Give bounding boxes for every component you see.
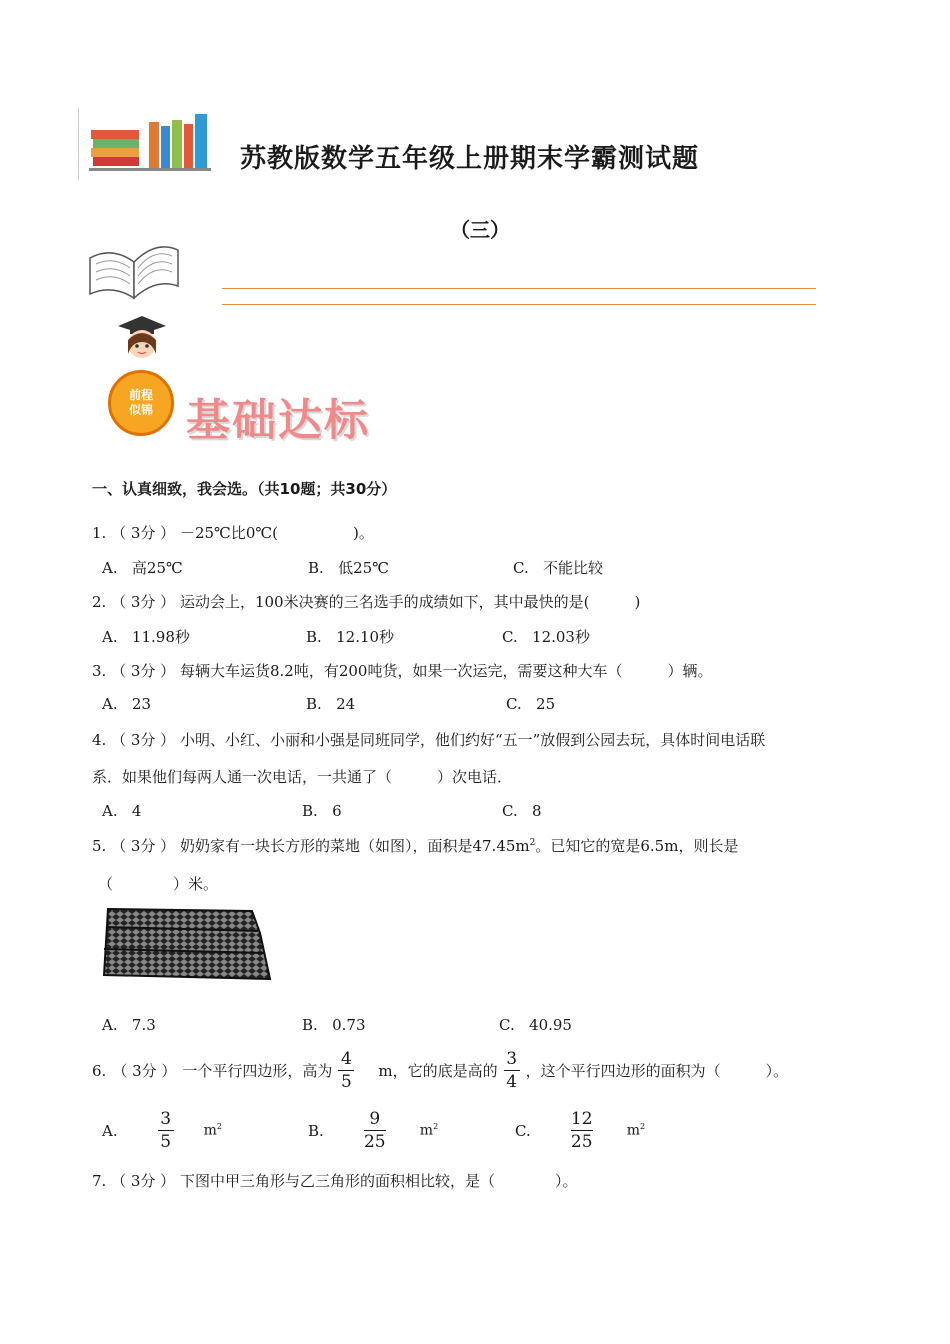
vegetable-field-image [100,905,272,985]
question-text: 一个平行四边形，高为 [182,1062,333,1080]
question-score: （ 3分 ） [111,1172,176,1190]
option-c[interactable]: C. 8 [502,802,542,820]
question-text: 下图中甲三角形与乙三角形的面积相比较，是（ ）。 [179,1172,578,1190]
motto-badge [108,370,174,436]
question-text: －25℃比0℃( )。 [179,524,374,542]
open-book-icon [84,236,184,306]
section-banner: 基础达标 [186,395,370,446]
option-b[interactable]: B. 24 [306,695,356,713]
question-text: m，它的底是高的 [378,1062,498,1080]
badge-text-2: 似锦 [128,403,153,417]
option-c[interactable]: C. $\frac{12}{25}$ $m^2$ [515,1109,646,1152]
question-7 [92,1170,577,1191]
option-b[interactable]: B. 低25℃ [308,559,389,577]
option-b[interactable]: B. 6 [302,802,342,820]
question-1 [92,522,374,543]
option-a[interactable]: A. 23 [102,695,152,713]
superscript: 2 [529,838,536,848]
option-a[interactable]: A. 11.98秒 [102,628,190,646]
question-2 [92,591,640,612]
question-score: （ 3分 ） [112,1062,177,1080]
question-6 [92,1050,788,1091]
question-text: 运动会上，100米决赛的三名选手的成绩如下，其中最快的是( ) [179,593,641,611]
question-text: ，这个平行四边形的面积为（ ）。 [525,1062,789,1080]
question-number: 5. [92,837,107,855]
option-c[interactable]: C. 25 [506,695,556,713]
question-text-tail: 。已知它的宽是6.5m，则长是 [535,837,739,855]
question-3 [92,660,712,681]
question-number: 2. [92,593,107,611]
question-5 [92,835,738,856]
question-5-continued: （ ）米。 [98,875,219,893]
page-subtitle: （三） [450,218,510,242]
option-c[interactable]: C. 12.03秒 [502,628,590,646]
option-a[interactable]: A. 高25℃ [102,559,183,577]
question-score: （ 3分 ） [111,593,176,611]
page-title: 苏教版数学五年级上册期末学霸测试题 [240,144,700,174]
question-number: 6. [92,1061,107,1080]
question-number: 7. [92,1172,107,1190]
option-a[interactable]: A. $\frac{3}{5}$ $m^2$ [102,1109,222,1152]
header-rule-bottom [222,304,816,305]
question-text: 小明、小红、小丽和小强是同班同学，他们约好“五一”放假到公园去玩，具体时间电话联 [179,731,766,749]
question-4 [92,729,765,750]
option-b[interactable]: B. $\frac{9}{25}$ $m^2$ [308,1109,439,1152]
question-number: 4. [92,731,107,749]
option-c[interactable]: C. 不能比较 [513,559,604,577]
option-c[interactable]: C. 40.95 [499,1016,572,1034]
question-score: （ 3分 ） [111,662,176,680]
question-score: （ 3分 ） [111,524,176,542]
question-text: 奶奶家有一块长方形的菜地（如图），面积是47.45m [179,837,530,855]
fraction: $\frac{3}{4}$ [504,1050,520,1091]
badge-text-1: 前程 [128,388,153,402]
header-rule-top [222,288,816,289]
option-b[interactable]: B. 0.73 [302,1016,366,1034]
option-b[interactable]: B. 12.10秒 [306,628,395,646]
question-score: （ 3分 ） [111,731,176,749]
question-number: 3. [92,662,107,680]
graduate-mascot-icon [112,312,172,372]
question-score: （ 3分 ） [111,837,176,855]
section-heading: 一、认真细致，我会选。（共10题；共30分） [92,480,397,498]
option-a[interactable]: A. 7.3 [102,1016,156,1034]
question-text: 每辆大车运货8.2吨，有200吨货，如果一次运完，需要这种大车（ ）辆。 [179,662,713,680]
option-a[interactable]: A. 4 [102,802,142,820]
question-4-continued: 系．如果他们每两人通一次电话，一共通了（ ）次电话． [92,768,513,786]
books-icon [78,108,219,180]
fraction: $\frac{4}{5}$ [338,1050,354,1091]
question-number: 1. [92,524,107,542]
